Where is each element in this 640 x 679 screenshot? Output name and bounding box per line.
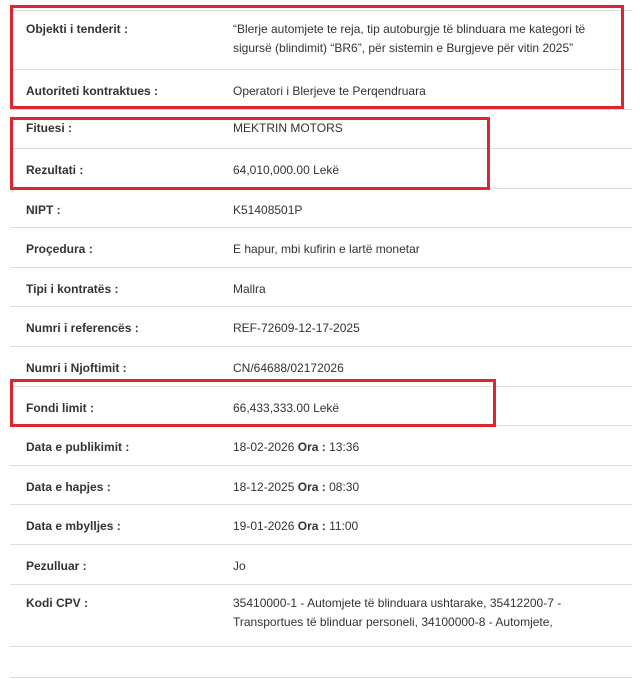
ora-label: Ora : — [297, 440, 326, 454]
row-numri-references — [10, 307, 632, 347]
label-procedura: Proçedura : — [26, 242, 93, 256]
date-hapjes: 18-12-2025 — [233, 480, 295, 494]
row-data-mbylljes — [10, 505, 632, 545]
label-fondi-limit: Fondi limit : — [26, 401, 94, 415]
date-mbylljes: 19-01-2026 — [233, 519, 295, 533]
label-fituesi: Fituesi : — [26, 121, 73, 135]
value-data-hapjes — [217, 466, 632, 504]
label-data-mbylljes: Data e mbylljes : — [26, 519, 121, 533]
label-objekti-tenderit: Objekti i tenderit : — [26, 22, 129, 36]
time-mbylljes: 11:00 — [329, 519, 359, 533]
value-data-mbylljes — [217, 505, 632, 544]
row-autoriteti-kontraktues — [10, 70, 632, 110]
date-publikimit: 18-02-2026 — [233, 440, 295, 454]
row-objekti-tenderit — [10, 11, 632, 70]
row-data-publikimit — [10, 426, 632, 466]
value-procedura: E hapur, mbi kufirin e lartë monetar — [233, 242, 420, 256]
row-fituesi — [10, 110, 632, 149]
label-tipi-kontrates: Tipi i kontratës : — [26, 282, 119, 296]
tender-details-table — [10, 10, 632, 647]
row-pezulluar — [10, 545, 632, 585]
value-rezultati: 64,010,000.00 Lekë — [233, 163, 340, 177]
label-numri-njoftimit: Numri i Njoftimit : — [26, 361, 127, 375]
row-data-hapjes — [10, 466, 632, 505]
value-fondi-limit: 66,433,333.00 Lekë — [233, 401, 340, 415]
value-numri-njoftimit: CN/64688/02172026 — [233, 361, 344, 375]
time-publikimit: 13:36 — [329, 440, 360, 454]
label-pezulluar: Pezulluar : — [26, 559, 87, 573]
value-autoriteti-kontraktues: Operatori i Blerjeve te Perqendruara — [233, 84, 426, 98]
ora-label: Ora : — [297, 480, 326, 494]
value-nipt: K51408501P — [233, 203, 303, 217]
label-data-hapjes: Data e hapjes : — [26, 480, 111, 494]
time-hapjes: 08:30 — [329, 480, 360, 494]
row-numri-njoftimit — [10, 347, 632, 387]
row-procedura — [10, 228, 632, 268]
row-kodi-cpv — [10, 585, 632, 647]
row-nipt — [10, 189, 632, 228]
label-data-publikimit: Data e publikimit : — [26, 440, 130, 454]
row-fondi-limit — [10, 387, 632, 426]
label-numri-references: Numri i referencës : — [26, 321, 139, 335]
value-data-publikimit — [217, 426, 632, 465]
value-numri-references: REF-72609-12-17-2025 — [233, 321, 360, 335]
row-rezultati — [10, 149, 632, 189]
label-kodi-cpv: Kodi CPV : — [26, 596, 88, 610]
value-fituesi: MEKTRIN MOTORS — [233, 121, 343, 135]
label-autoriteti-kontraktues: Autoriteti kontraktues : — [26, 84, 159, 98]
value-objekti-tenderit: “Blerje automjete te reja, tip autoburgje të blinduara me kategori të sigursë (blindimit) “BR6”, për sistemin e Burgjeve për vitin 2025” — [233, 22, 586, 55]
bottom-divider — [10, 677, 632, 678]
value-tipi-kontrates: Mallra — [233, 282, 266, 296]
ora-label: Ora : — [297, 519, 326, 533]
value-pezulluar: Jo — [233, 559, 246, 573]
row-tipi-kontrates — [10, 268, 632, 307]
label-nipt: NIPT : — [26, 203, 61, 217]
label-rezultati: Rezultati : — [26, 163, 84, 177]
value-kodi-cpv: 35410000-1 - Automjete të blinduara ushtarake, 35412200-7 - Transportues të blinduar personeli, 34100000-8 - Automjete, — [233, 596, 562, 629]
